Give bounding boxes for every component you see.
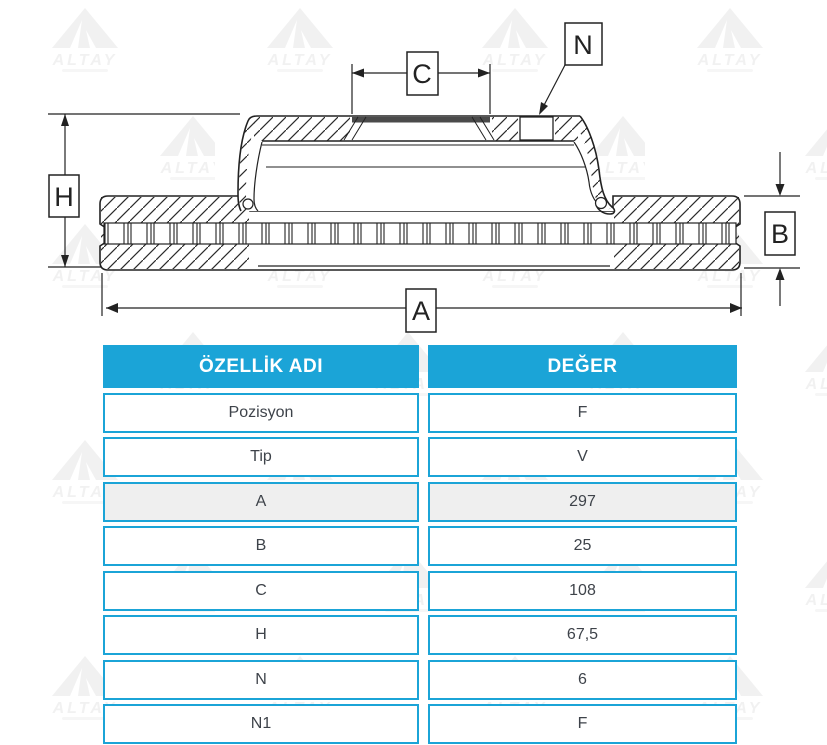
dimension-c <box>352 52 490 114</box>
brake-disc-technical-drawing <box>0 0 827 340</box>
dim-label-c: C <box>412 59 432 89</box>
spec-value-c[interactable]: 108 <box>428 571 737 611</box>
dimension-b <box>744 152 800 306</box>
disc-hat-section <box>238 116 615 214</box>
spec-name-n1[interactable]: N1 <box>103 704 419 744</box>
spec-name-a[interactable]: A <box>103 482 419 522</box>
spec-value-tip[interactable]: V <box>428 437 737 477</box>
dim-label-a: A <box>411 296 431 326</box>
spec-name-c[interactable]: C <box>103 571 419 611</box>
spec-value-n1[interactable]: F <box>428 704 737 744</box>
hub-pilot-surface <box>352 117 490 123</box>
spec-name-h[interactable]: H <box>103 615 419 655</box>
spec-value-a[interactable]: 297 <box>428 482 737 522</box>
spec-value-pozisyon[interactable]: F <box>428 393 737 433</box>
spec-value-h[interactable]: 67,5 <box>428 615 737 655</box>
spec-name-n[interactable]: N <box>103 660 419 700</box>
spec-name-pozisyon[interactable]: Pozisyon <box>103 393 419 433</box>
vent-channel-band <box>104 223 736 244</box>
column-header-ozellik-adi: ÖZELLİK ADI <box>103 345 419 388</box>
column-header-deger: DEĞER <box>428 345 737 388</box>
spec-name-tip[interactable]: Tip <box>103 437 419 477</box>
spec-table-values <box>428 345 737 744</box>
dimension-a <box>102 273 742 332</box>
spec-table-names <box>103 345 419 744</box>
dim-label-h: H <box>54 182 74 212</box>
dim-label-b: B <box>770 219 790 249</box>
callout-n <box>539 23 602 115</box>
dim-label-n: N <box>573 30 593 60</box>
spec-value-b[interactable]: 25 <box>428 526 737 566</box>
spec-name-b[interactable]: B <box>103 526 419 566</box>
spec-value-n[interactable]: 6 <box>428 660 737 700</box>
bolt-hole-n <box>520 117 553 140</box>
